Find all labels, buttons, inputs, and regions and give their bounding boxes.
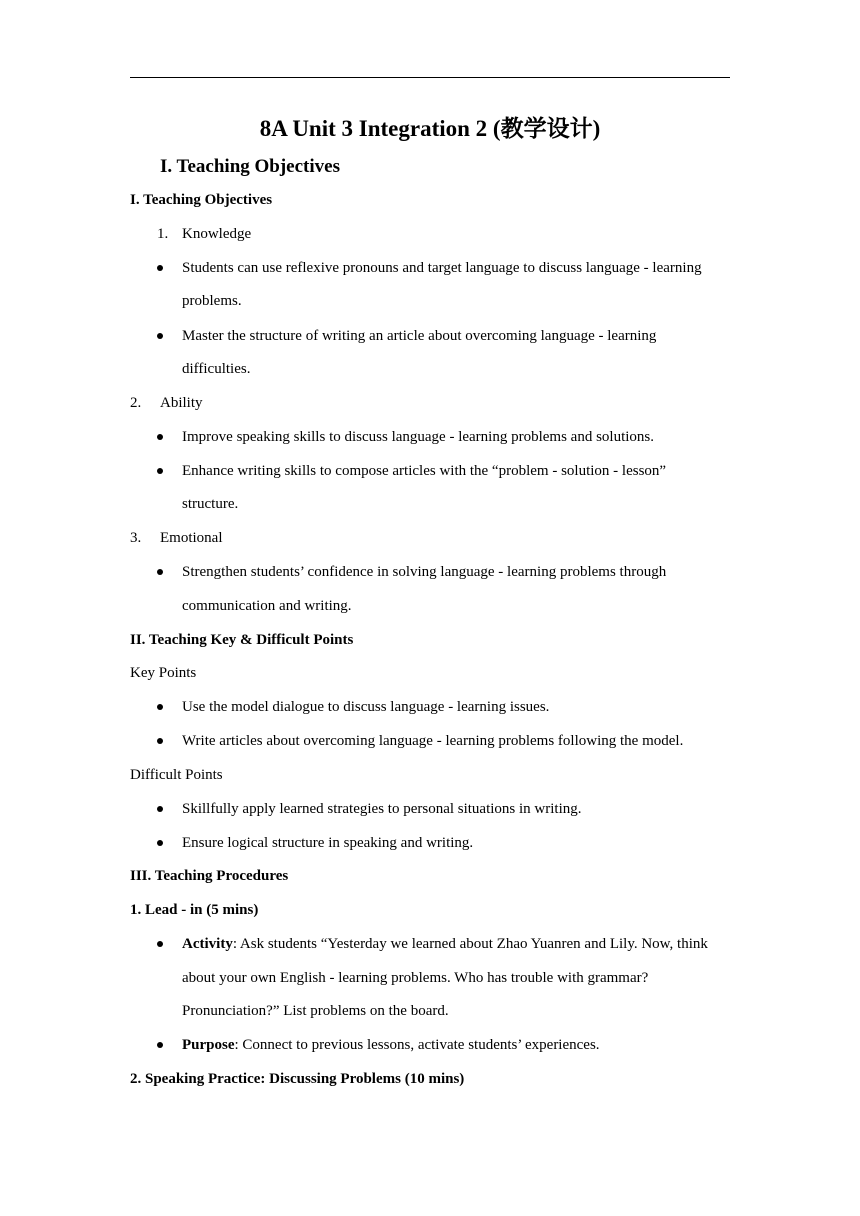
bullet-icon [157, 704, 163, 710]
list-item-continuation: difficulties. [182, 361, 251, 377]
list-number: 1. [157, 226, 169, 242]
list-number: 3. [130, 530, 142, 546]
bullet-icon [157, 265, 163, 271]
list-item: Use the model dialogue to discuss language - learning issues. [182, 699, 550, 715]
bullet-icon [157, 941, 163, 947]
bullet-icon [157, 738, 163, 744]
list-item: Students can use reflexive pronouns and target language to discuss language - learning [182, 260, 702, 276]
bullet-icon [157, 806, 163, 812]
list-item: Write articles about overcoming language - learning problems following the model. [182, 733, 684, 749]
activity-text: : Ask students “Yesterday we learned about Zhao Yuanren and Lily. Now, think [232, 936, 708, 952]
subheading-difficult-points: Difficult Points [130, 767, 223, 783]
bullet-icon [157, 434, 163, 440]
step-heading-speaking: 2. Speaking Practice: Discussing Problems (10 mins) [130, 1071, 465, 1087]
purpose-line [182, 1035, 600, 1055]
subheading-key-points: Key Points [130, 665, 197, 681]
bullet-icon [157, 1042, 163, 1048]
list-item-ability: Ability [160, 395, 203, 411]
bullet-icon [157, 468, 163, 474]
bullet-icon [157, 333, 163, 339]
list-item-continuation: Pronunciation?” List problems on the board. [182, 1003, 449, 1019]
list-item-knowledge: Knowledge [182, 226, 252, 242]
bullet-icon [157, 569, 163, 575]
list-item: Skillfully apply learned strategies to personal situations in writing. [182, 801, 582, 817]
list-item-continuation: problems. [182, 293, 242, 309]
list-item: Enhance writing skills to compose articles with the “problem - solution - lesson” [182, 463, 667, 479]
list-item: Master the structure of writing an article about overcoming language - learning [182, 328, 657, 344]
list-item-continuation: about your own English - learning problems. Who has trouble with grammar? [182, 970, 649, 986]
step-heading-lead-in: 1. Lead - in (5 mins) [130, 902, 259, 918]
list-item-emotional: Emotional [160, 530, 223, 546]
list-item: Improve speaking skills to discuss language - learning problems and solutions. [182, 429, 655, 445]
activity-label: Activity [182, 936, 233, 952]
activity-line [182, 934, 708, 954]
list-item: Strengthen students’ confidence in solving language - learning problems through [182, 564, 667, 580]
list-number: 2. [130, 395, 142, 411]
document-title: 8A Unit 3 Integration 2 (教学设计) [259, 116, 601, 141]
purpose-label: Purpose [182, 1037, 235, 1053]
section-title-procedures: III. Teaching Procedures [130, 868, 289, 884]
section-title-key-points: II. Teaching Key & Difficult Points [130, 632, 354, 648]
objectives-heading-large: I. Teaching Objectives [160, 156, 340, 177]
section-title-objectives: I. Teaching Objectives [130, 192, 273, 208]
bullet-icon [157, 840, 163, 846]
list-item: Ensure logical structure in speaking and writing. [182, 835, 474, 851]
header-rule [130, 77, 730, 78]
list-item-continuation: structure. [182, 496, 239, 512]
list-item-continuation: communication and writing. [182, 598, 352, 614]
purpose-text: : Connect to previous lessons, activate students’ experiences. [234, 1037, 600, 1053]
